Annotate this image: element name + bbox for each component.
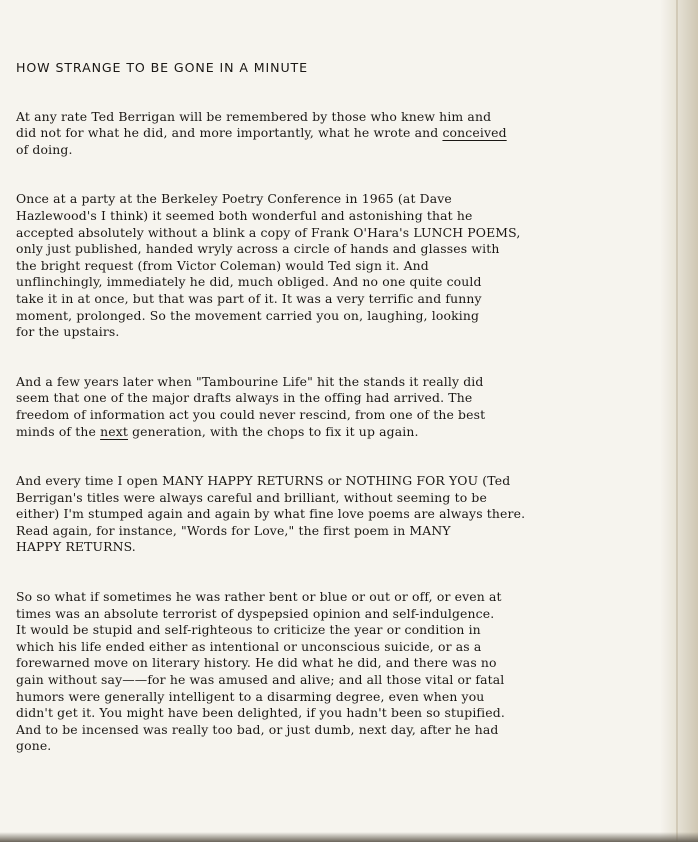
binding-edge-shadow: [660, 0, 698, 842]
underlined-word: next: [100, 423, 128, 439]
text-line: which his life ended either as intentional or unconscious suicide, or as a: [16, 638, 482, 654]
text-line: gain without say——for he was amused and alive; and all those vital or fatal: [16, 672, 505, 688]
text-line: So so what if sometimes he was rather bent or blue or out or off, or even at: [16, 589, 502, 605]
text-segment: did not for what he did, and more importantly, what he wrote and: [16, 125, 443, 141]
text-segment: minds of the: [16, 423, 101, 439]
article-body: [16, 60, 668, 788]
text-line: HAPPY RETURNS.: [16, 539, 136, 555]
text-segment: generation, with the chops to fix it up again.: [127, 423, 419, 439]
text-line: times was an absolute terrorist of dyspepsied opinion and self-indulgence.: [16, 605, 495, 621]
bottom-page-shadow: [0, 832, 698, 842]
paragraph-5: [16, 589, 668, 755]
text-line: And every time I open MANY HAPPY RETURNS or NOTHING FOR YOU (Ted: [16, 473, 511, 489]
text-line: moment, prolonged. So the movement carried you on, laughing, looking: [16, 307, 480, 323]
text-line: Read again, for instance, "Words for Love," the first poem in MANY: [16, 522, 451, 538]
text-line: the bright request (from Victor Coleman) would Ted sign it. And: [16, 257, 429, 273]
paragraphs-container: [16, 109, 668, 755]
text-line: freedom of information act you could never rescind, from one of the best: [16, 406, 486, 422]
text-line: only just published, handed wryly across a circle of hands and glasses with: [16, 241, 500, 257]
text-line: [16, 125, 668, 142]
paragraph-4: [16, 473, 668, 556]
text-line: take it in at once, but that was part of it. It was a very terrific and funny: [16, 290, 482, 306]
underlined-word: conceived: [442, 125, 507, 141]
text-line: for the upstairs.: [16, 324, 120, 340]
text-line: gone.: [16, 738, 52, 754]
text-line: Hazlewood's I think) it seemed both wonderful and astonishing that he: [16, 207, 473, 223]
text-line: seem that one of the major drafts always in the offing had arrived. The: [16, 390, 473, 406]
text-line: didn't get it. You might have been delighted, if you hadn't been so stupified.: [16, 705, 505, 721]
text-line: accepted absolutely without a blink a copy of Frank O'Hara's LUNCH POEMS,: [16, 224, 521, 240]
text-line: Once at a party at the Berkeley Poetry Conference in 1965 (at Dave: [16, 191, 452, 207]
text-line: of doing.: [16, 141, 73, 157]
binding-fold-line: [676, 0, 678, 842]
text-line: forewarned move on literary history. He did what he did, and there was no: [16, 655, 497, 671]
paragraph-3: [16, 374, 668, 440]
text-line: unflinchingly, immediately he did, much obliged. And no one quite could: [16, 274, 482, 290]
text-line: humors were generally intelligent to a disarming degree, even when you: [16, 688, 485, 704]
text-line: At any rate Ted Berrigan will be remembered by those who knew him and: [16, 108, 492, 124]
text-line: Berrigan's titles were always careful and brilliant, without seeming to be: [16, 489, 487, 505]
text-line: And to be incensed was really too bad, or just dumb, next day, after he had: [16, 721, 499, 737]
text-line: It would be stupid and self-righteous to criticize the year or condition in: [16, 622, 481, 638]
text-line: either) I'm stumped again and again by what fine love poems are always there.: [16, 506, 526, 522]
paragraph-1: [16, 109, 668, 159]
text-line: And a few years later when "Tambourine Life" hit the stands it really did: [16, 373, 484, 389]
text-line: [16, 424, 668, 441]
paragraph-2: [16, 191, 668, 340]
article-title: HOW STRANGE TO BE GONE IN A MINUTE: [16, 60, 309, 75]
